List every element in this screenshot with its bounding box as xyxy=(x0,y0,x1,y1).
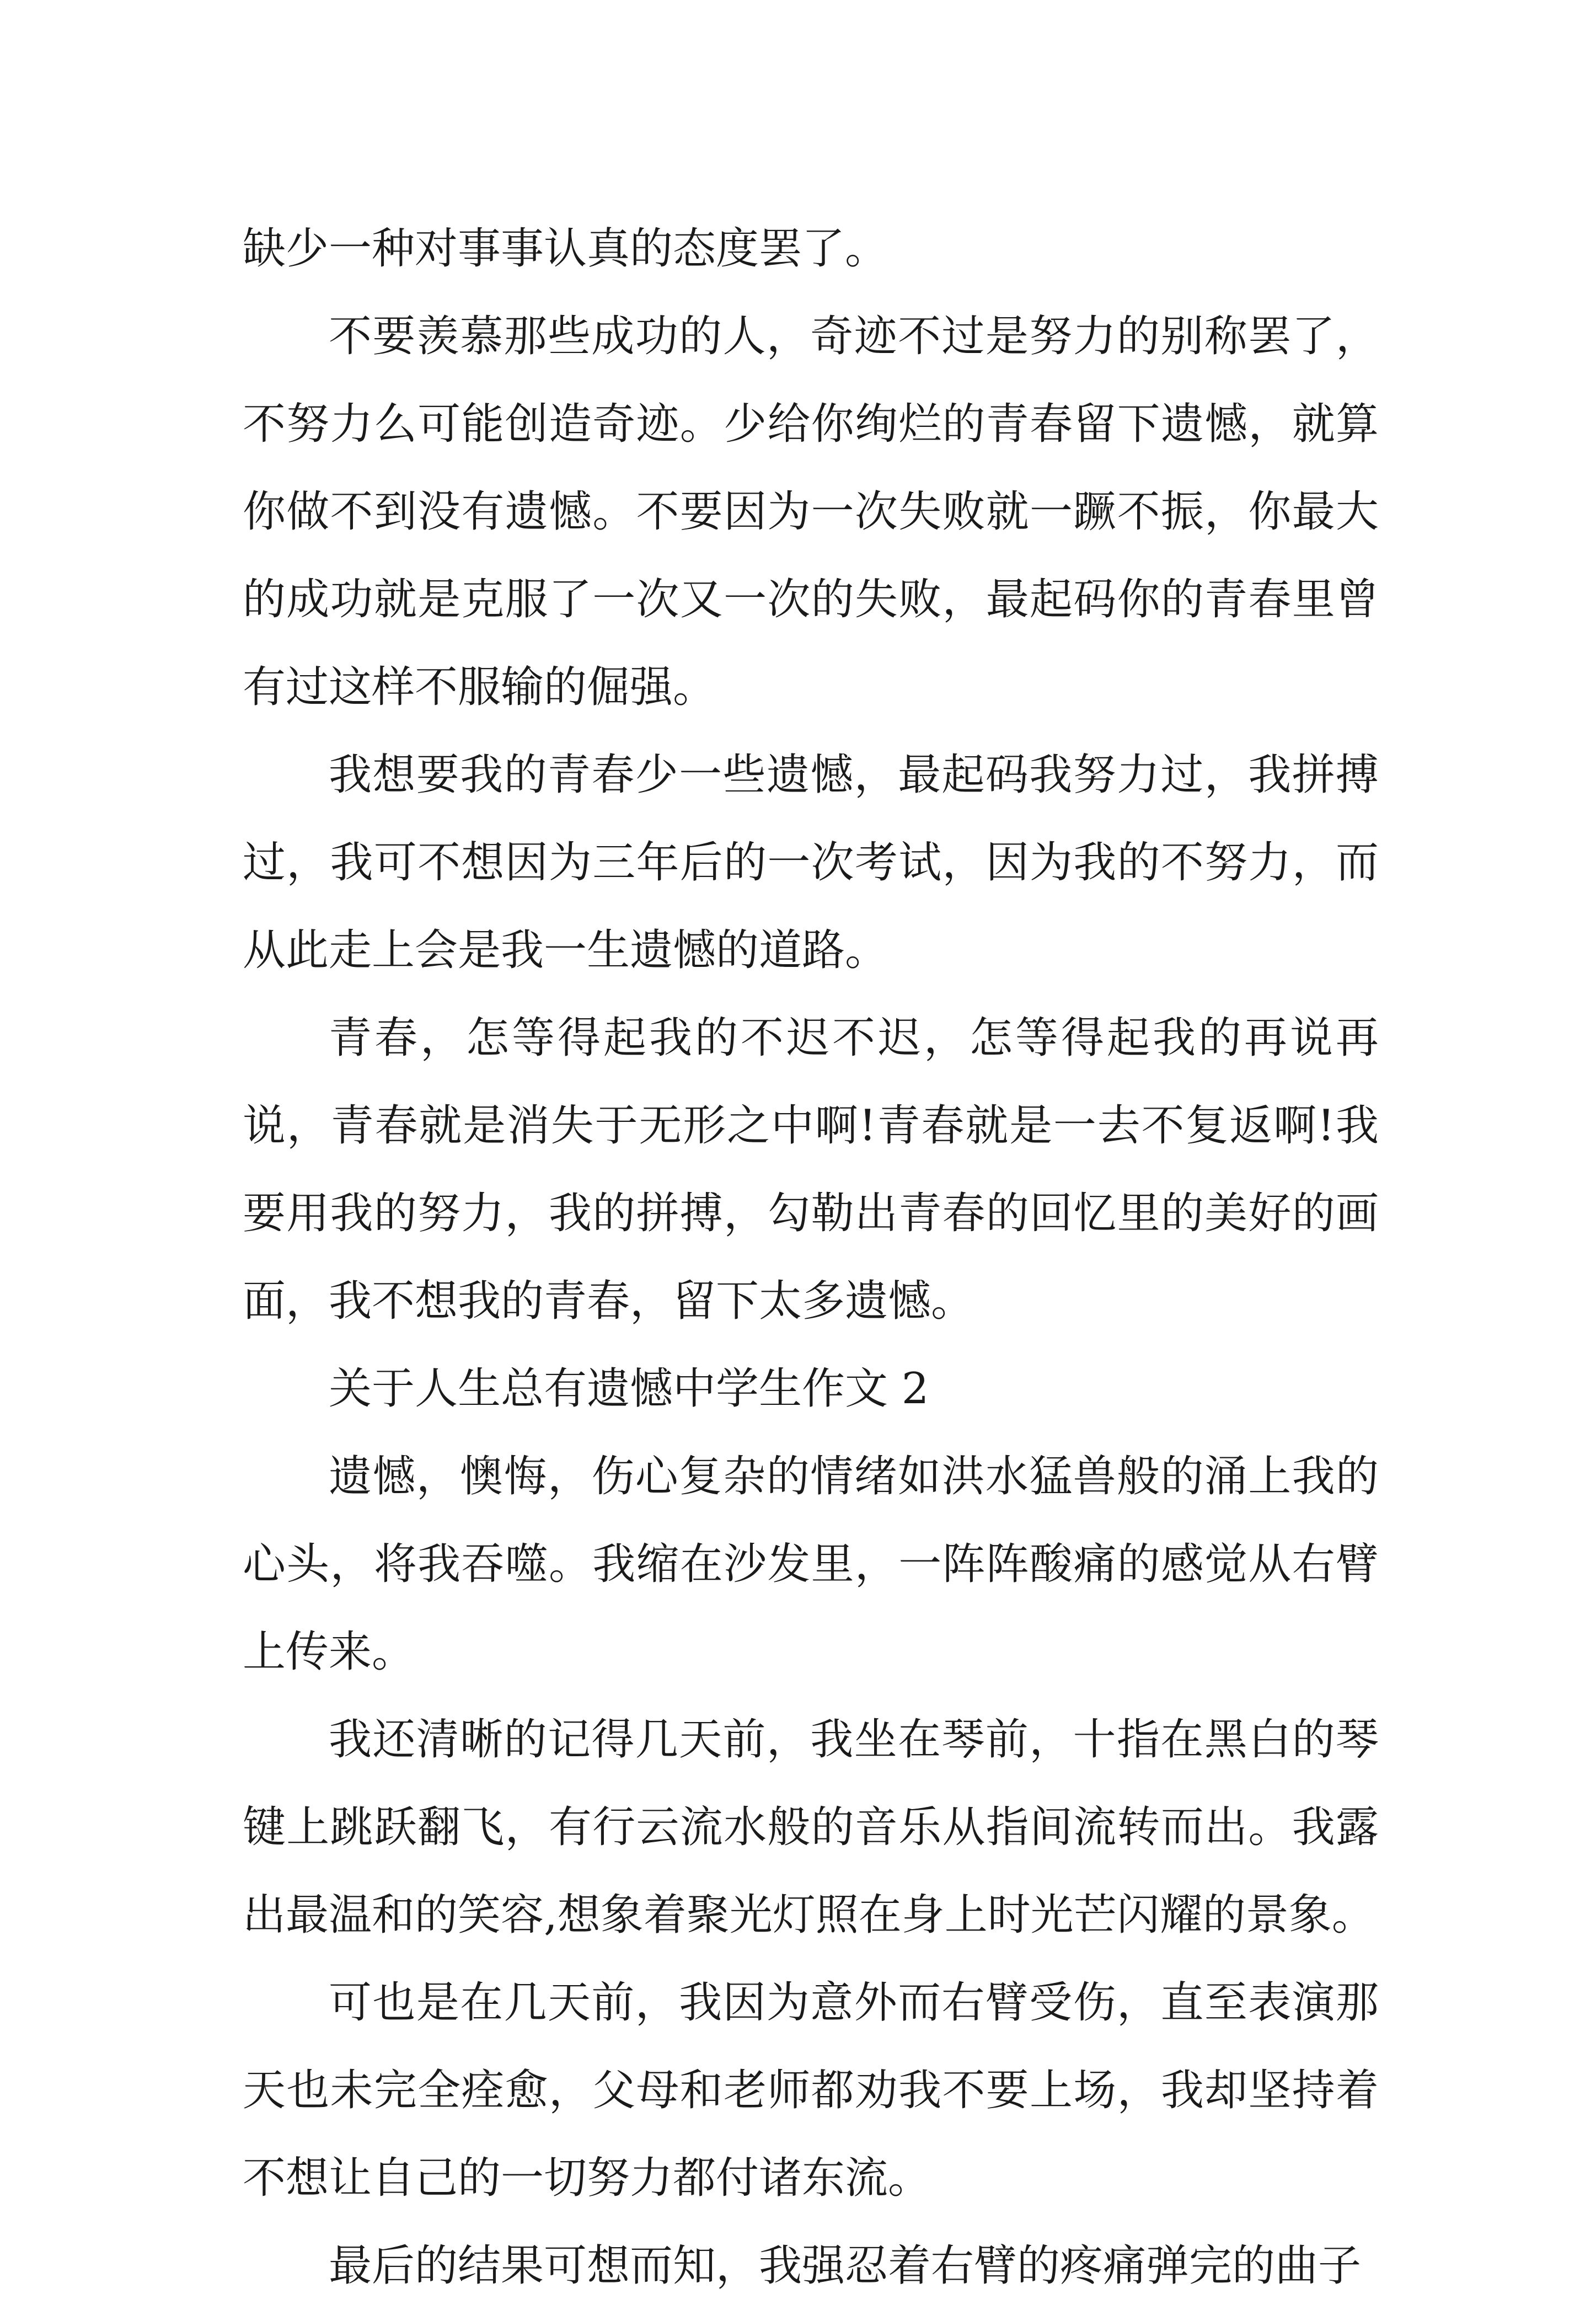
document-body xyxy=(243,205,1379,2310)
paragraph-continuation: 缺少一种对事事认真的态度罢了。 xyxy=(243,224,888,274)
section-heading: 关于人生总有遗憾中学生作文 2 xyxy=(329,1364,929,1414)
paragraph: 青春，怎等得起我的不迟不迟，怎等得起我的再说再说，青春就是消失于无形之中啊!青春就是一去不复返啊!我要用我的努力，我的拼搏，勾勒出青春的回忆里的美好的画面，我不想我的青春，留下太多遗憾。 xyxy=(243,1013,1379,1326)
paragraph: 我还清晰的记得几天前，我坐在琴前，十指在黑白的琴键上跳跃翻飞，有行云流水般的音乐从指间流转而出。我露出最温和的笑容,想象着聚光灯照在身上时光芒闪耀的景象。 xyxy=(243,1715,1379,1940)
paragraph: 可也是在几天前，我因为意外而右臂受伤，直至表演那天也未完全痊愈，父母和老师都劝我不要上场，我却坚持着不想让自己的一切努力都付诸东流。 xyxy=(243,1978,1379,2203)
paragraph: 我想要我的青春少一些遗憾，最起码我努力过，我拼搏过，我可不想因为三年后的一次考试，因为我的不努力，而从此走上会是我一生遗憾的道路。 xyxy=(243,750,1379,975)
paragraph: 遗憾，懊悔，伤心复杂的情绪如洪水猛兽般的涌上我的心头，将我吞噬。我缩在沙发里，一阵阵酸痛的感觉从右臂上传来。 xyxy=(243,1452,1379,1677)
paragraph: 不要羡慕那些成功的人，奇迹不过是努力的别称罢了，不努力么可能创造奇迹。少给你绚烂的青春留下遗憾，就算你做不到没有遗憾。不要因为一次失败就一蹶不振，你最大的成功就是克服了一次又一次的失败，最起码你的青春里曾有过这样不服输的倔强。 xyxy=(243,312,1379,712)
paragraph: 最后的结果可想而知，我强忍着右臂的疼痛弹完的曲子 xyxy=(329,2241,1362,2291)
